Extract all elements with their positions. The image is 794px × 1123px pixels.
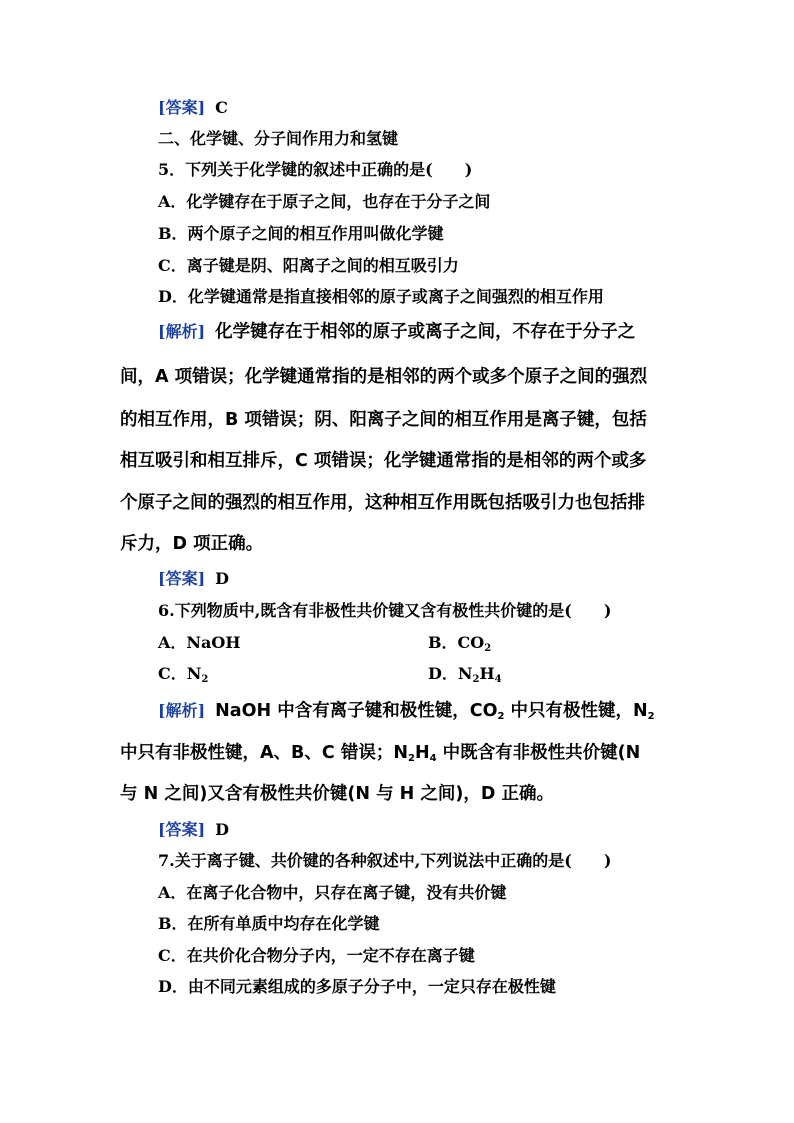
q5-analysis-line-4: 相互吸引和相互排斥，C 项错误；化学键通常指的是相邻的两个或多 <box>120 451 647 471</box>
analysis-label: [解析] <box>158 701 206 720</box>
q6-analysis-line-3: 与 N 之间)又含有极性共价键(N 与 H 之间)，D 正确。 <box>120 784 555 804</box>
q7-option-c: C．在共价化合物分子内，一定不存在离子键 <box>158 946 475 965</box>
q5-analysis-line-1: [解析] 化学键存在于相邻的原子或离子之间，不存在于分子之 <box>158 322 636 342</box>
answer-label: [答案] <box>158 820 206 839</box>
section-title: 二、化学键、分子间作用力和氢键 <box>158 129 399 148</box>
q5-option-d: D．化学键通常是指直接相邻的原子或离子之间强烈的相互作用 <box>158 287 604 306</box>
q6-answer-line <box>158 820 229 840</box>
q7-option-b: B．在所有单质中均存在化学键 <box>158 914 380 933</box>
q7-option-d: D．由不同元素组成的多原子分子中，一定只存在极性键 <box>158 977 556 996</box>
q7-stem: 7.关于离子键、共价键的各种叙述中,下列说法中正确的是( ) <box>158 851 612 870</box>
q6-stem: 6.下列物质中,既含有非极性共价键又含有极性共价键的是( ) <box>158 601 612 620</box>
q6-analysis-line-1: [解析] NaOH 中含有离子键和极性键，$CO_2$ 中只有极性键，$N_2$ <box>158 701 655 722</box>
q7-option-a: A．在离子化合物中，只存在离子键，没有共价键 <box>158 883 507 902</box>
answer-value: D <box>215 820 230 839</box>
q5-analysis-line-2: 间，A 项错误；化学键通常指的是相邻的两个或多个原子之间的强烈 <box>120 367 648 387</box>
q5-option-b: B．两个原子之间的相互作用叫做化学键 <box>158 224 444 243</box>
q6-option-d: D．$N_2H_4$ <box>428 664 502 685</box>
q5-option-c: C．离子键是阴、阳离子之间的相互吸引力 <box>158 256 459 275</box>
answer-line-prev <box>158 98 228 118</box>
q6-option-b: B．$CO_2$ <box>428 633 492 654</box>
q5-analysis-line-6: 斥力，D 项正确。 <box>120 534 264 554</box>
q6-analysis-line-2: 中只有非极性键，A、B、C 错误；$N_2H_4$ 中既含有非极性共价键(N <box>120 743 641 764</box>
analysis-label: [解析] <box>158 322 206 341</box>
answer-value: D <box>215 569 230 588</box>
answer-label: [答案] <box>158 569 206 588</box>
q5-answer-line <box>158 569 229 589</box>
answer-label: [答案] <box>158 98 206 117</box>
q5-analysis-line-3: 的相互作用，B 项错误；阴、阳离子之间的相互作用是离子键，包括 <box>120 410 647 430</box>
answer-value: C <box>215 98 228 117</box>
q5-stem: 5．下列关于化学键的叙述中正确的是( ) <box>158 160 473 179</box>
q5-analysis-line-5: 个原子之间的强烈的相互作用，这种相互作用既包括吸引力也包括排 <box>120 493 645 513</box>
q5-option-a: A．化学键存在于原子之间，也存在于分子之间 <box>158 192 491 211</box>
q6-option-c: C．$N_2$ <box>158 664 209 685</box>
q6-option-a: A．NaOH <box>158 633 241 652</box>
